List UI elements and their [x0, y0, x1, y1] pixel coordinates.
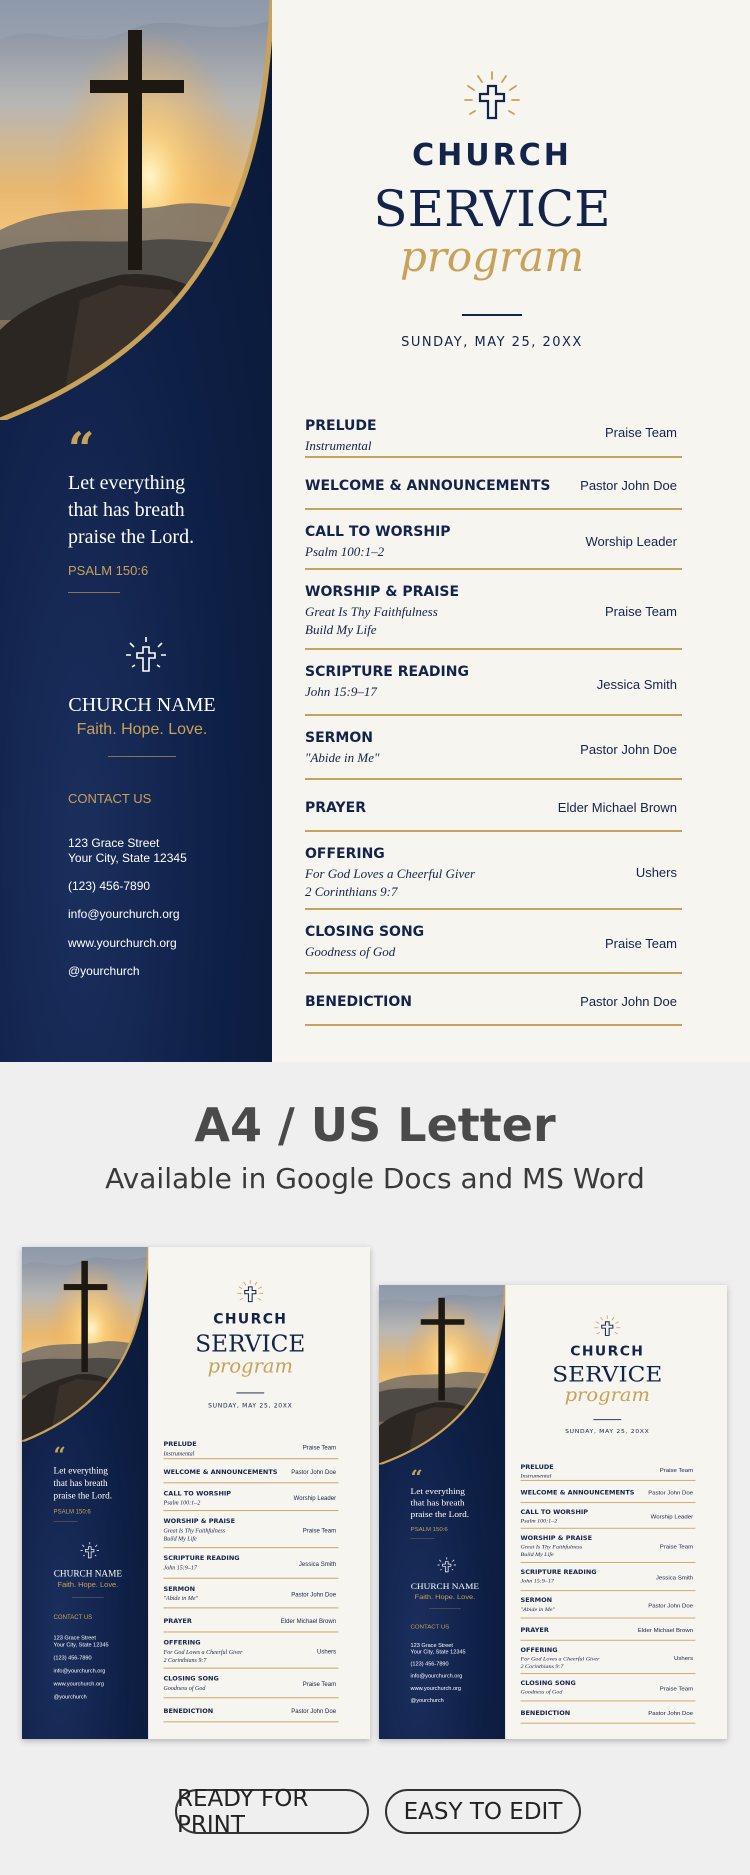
program-item-title: BENEDICTION: [305, 994, 412, 1010]
program-item-detail: Instrumental: [520, 1472, 552, 1479]
program-item-leader: Praise Team: [659, 1685, 694, 1692]
contact-email: info@yourchurch.org: [68, 907, 180, 921]
program-item-detail: Psalm 100:1–2: [520, 1517, 558, 1524]
program-item-leader: Pastor John Doe: [648, 1489, 694, 1496]
program-item-title: WORSHIP & PRAISE: [520, 1534, 593, 1542]
program-item: [521, 1677, 696, 1702]
program-item-divider: [521, 1590, 696, 1591]
format-subline: Available in Google Docs and MS Word: [105, 1162, 645, 1195]
program-item-divider: [521, 1618, 696, 1619]
program-item-leader: Ushers: [635, 865, 677, 880]
program-item-divider: [521, 1502, 696, 1503]
easy-to-edit-badge: EASY TO EDIT: [385, 1789, 581, 1834]
program-item-detail: Goodness of God: [520, 1688, 563, 1695]
program-item-divider: [164, 1458, 339, 1459]
title-divider: [593, 1419, 621, 1420]
program-item-title: OFFERING: [163, 1638, 201, 1647]
program-item-leader: Ushers: [674, 1654, 694, 1662]
thumbnail-content: [22, 1247, 370, 1739]
address-line: 123 Grace Street: [410, 1642, 453, 1649]
church-tagline: Faith. Hope. Love.: [57, 1581, 119, 1589]
church-name: CHURCH NAME: [410, 1581, 480, 1592]
program-item-leader: Elder Michael Brown: [637, 1626, 694, 1634]
program-item-title: WELCOME & ANNOUNCEMENTS: [163, 1468, 278, 1476]
program-item: [164, 1701, 339, 1722]
program-item-divider: [305, 456, 682, 458]
program-item-title: PRAYER: [305, 800, 367, 816]
quote-mark-icon: “: [53, 1442, 66, 1468]
program-item-divider: [305, 1024, 682, 1026]
psalm-reference: PSALM 150:6: [68, 563, 149, 578]
ready-for-print-badge: READY FOR PRINT: [175, 1789, 369, 1834]
program-item-leader: Praise Team: [604, 604, 677, 619]
cross-rays-icon: [80, 1541, 100, 1561]
sidebar: [22, 1247, 148, 1739]
program-item: [521, 1643, 696, 1674]
title-program: program: [564, 1384, 650, 1406]
program-item: [164, 1671, 339, 1698]
contact-phone: (123) 456-7890: [410, 1660, 449, 1667]
quote-line: that has breath: [53, 1478, 108, 1489]
program-item-detail: For God Loves a Cheerful Giver: [305, 866, 476, 881]
service-date: SUNDAY, MAY 25, 20XX: [208, 1402, 293, 1410]
program-item: [305, 980, 682, 1026]
quote-line: that has breath: [410, 1498, 465, 1508]
program-item-detail: For God Loves a Cheerful Giver: [163, 1648, 243, 1656]
preview-thumbnail-a4: [22, 1247, 370, 1739]
program-list: [305, 410, 682, 1010]
cross-rays-icon: [124, 635, 168, 679]
quote-text: [68, 470, 194, 551]
program-list: [163, 1437, 339, 1715]
program-item-leader: Pastor John Doe: [291, 1707, 337, 1715]
program-item-title: CLOSING SONG: [520, 1680, 576, 1687]
program-item-title: PRELUDE: [305, 418, 377, 434]
program-item-detail: Psalm 100:1–2: [305, 544, 385, 559]
program-item-leader: Praise Team: [302, 1680, 337, 1688]
program-item-divider: [521, 1562, 696, 1563]
program-item-leader: Elder Michael Brown: [557, 800, 677, 815]
cross-sunset-photo: [379, 1285, 505, 1465]
program-item-detail: Instrumental: [305, 438, 372, 453]
program-item-title: OFFERING: [305, 846, 385, 862]
program-item: [305, 656, 682, 716]
program-item: [164, 1611, 339, 1632]
program-item-divider: [521, 1673, 696, 1674]
program-item-title: SERMON: [163, 1585, 196, 1593]
program-item-divider: [521, 1640, 696, 1641]
program-item-title: PRELUDE: [163, 1440, 197, 1449]
title-church: CHURCH: [213, 1310, 288, 1328]
contact-email: info@yourchurch.org: [410, 1672, 463, 1679]
program-item-title: SCRIPTURE READING: [520, 1568, 597, 1576]
quote-line: praise the Lord.: [68, 526, 195, 548]
program-item-title: PRELUDE: [520, 1463, 554, 1471]
program-item-title: SCRIPTURE READING: [305, 664, 469, 680]
contact-social: @yourchurch: [410, 1697, 444, 1704]
program-item-title: WORSHIP & PRAISE: [163, 1517, 236, 1525]
format-headline: A4 / US Letter: [194, 1098, 556, 1152]
program-item-title: OFFERING: [520, 1646, 558, 1654]
program-item-leader: Elder Michael Brown: [280, 1617, 337, 1625]
quote-line: that has breath: [68, 499, 185, 521]
program-item-leader: Worship Leader: [585, 534, 677, 549]
program-item-leader: Pastor John Doe: [580, 478, 677, 493]
cross-sunburst-logo-icon: [236, 1279, 264, 1307]
program-item: [305, 464, 682, 510]
program-item: [164, 1462, 339, 1483]
psalm-reference: PSALM 150:6: [410, 1525, 448, 1533]
program-item-detail: Psalm 100:1–2: [163, 1499, 201, 1506]
contact-heading: CONTACT US: [410, 1623, 450, 1630]
program-item-detail: 2 Corinthians 9:7: [520, 1662, 564, 1670]
address-line: Your City, State 12345: [68, 851, 187, 865]
contact-address: [411, 1642, 466, 1655]
program-item-divider: [305, 830, 682, 832]
program-item: [521, 1594, 696, 1619]
program-item-divider: [164, 1482, 339, 1483]
program-item-title: PRAYER: [520, 1626, 549, 1634]
program-item: [305, 786, 682, 832]
program-item-divider: [305, 648, 682, 650]
program-item-detail: Great Is Thy Faithfulness: [305, 604, 438, 619]
church-name: CHURCH NAME: [53, 1568, 123, 1579]
program-item-divider: [305, 908, 682, 910]
program-item-divider: [164, 1510, 339, 1511]
title-service: SERVICE: [195, 1330, 306, 1358]
program-item-leader: Pastor John Doe: [291, 1590, 337, 1598]
program-item-leader: Praise Team: [659, 1466, 694, 1474]
program-item-divider: [164, 1547, 339, 1548]
quote-line: Let everything: [410, 1486, 465, 1497]
cross-sunburst-logo-icon: [462, 70, 522, 130]
program-item-detail: Build My Life: [163, 1535, 197, 1543]
title-service: SERVICE: [373, 180, 611, 238]
contact-phone: (123) 456-7890: [53, 1654, 92, 1661]
program-item: [305, 838, 682, 910]
program-item-leader: Praise Team: [604, 425, 677, 440]
program-item-leader: Worship Leader: [650, 1513, 694, 1520]
program-item-divider: [521, 1528, 696, 1529]
program-item-divider: [305, 778, 682, 780]
program-item-leader: Pastor John Doe: [291, 1468, 337, 1476]
quote-text: [54, 1465, 113, 1503]
program-item: [521, 1621, 696, 1641]
program-item: [164, 1581, 339, 1608]
program-item-leader: Praise Team: [302, 1443, 337, 1451]
address-line: 123 Grace Street: [68, 836, 160, 850]
program-item-title: PRAYER: [163, 1617, 192, 1626]
preview-thumbnail-letter: [379, 1285, 727, 1739]
program-item-title: CALL TO WORSHIP: [520, 1509, 589, 1516]
program-item-detail: Goodness of God: [305, 944, 396, 959]
program-item-title: CALL TO WORSHIP: [163, 1489, 232, 1498]
contact-address: [54, 1634, 109, 1648]
title-service: SERVICE: [552, 1361, 663, 1387]
program-item-detail: Great Is Thy Faithfulness: [520, 1543, 583, 1550]
program-page: [22, 1247, 370, 1739]
cross-sunset-photo: [22, 1247, 148, 1442]
program-item-leader: Jessica Smith: [655, 1574, 694, 1581]
program-item-title: SERMON: [520, 1597, 553, 1604]
title-church: CHURCH: [570, 1343, 645, 1359]
program-item-leader: Ushers: [317, 1647, 337, 1655]
program-item-detail: 2 Corinthians 9:7: [305, 884, 398, 899]
program-item-detail: Build My Life: [520, 1550, 554, 1558]
program-item-detail: 2 Corinthians 9:7: [163, 1656, 207, 1664]
contact-heading: CONTACT US: [53, 1613, 93, 1621]
psalm-reference: PSALM 150:6: [53, 1507, 91, 1515]
program-item-detail: Great Is Thy Faithfulness: [163, 1526, 226, 1534]
program-item-divider: [305, 972, 682, 974]
program-item-divider: [305, 714, 682, 716]
program-item: [305, 576, 682, 650]
program-item-leader: Pastor John Doe: [648, 1602, 694, 1609]
program-item-divider: [164, 1721, 339, 1722]
program-item-leader: Pastor John Doe: [648, 1709, 694, 1717]
program-item-detail: Build My Life: [305, 622, 377, 637]
program-item-divider: [164, 1578, 339, 1579]
program-item-leader: Jessica Smith: [596, 677, 677, 692]
program-item-title: SCRIPTURE READING: [163, 1554, 240, 1563]
title-program: program: [207, 1354, 293, 1378]
program-item-detail: "Abide in Me": [305, 750, 380, 765]
program-item-title: CALL TO WORSHIP: [305, 524, 451, 540]
quote-line: Let everything: [53, 1465, 108, 1476]
cross-sunburst-logo-icon: [593, 1315, 621, 1341]
program-item-leader: Worship Leader: [293, 1494, 337, 1502]
program-item-detail: John 15:9–17: [163, 1563, 197, 1571]
address-line: Your City, State 12345: [53, 1641, 109, 1648]
program-item-divider: [164, 1632, 339, 1633]
program-item: [305, 916, 682, 974]
program-item-divider: [164, 1607, 339, 1608]
contact-website: www.yourchurch.org: [53, 1680, 104, 1688]
title-program: program: [399, 232, 585, 281]
program-item: [521, 1704, 696, 1724]
program-item-detail: John 15:9–17: [520, 1577, 554, 1584]
program-item-title: WORSHIP & PRAISE: [305, 584, 460, 600]
program-item-leader: Praise Team: [659, 1543, 694, 1550]
church-name: CHURCH NAME: [68, 694, 216, 716]
program-item-title: WELCOME & ANNOUNCEMENTS: [520, 1489, 635, 1497]
program-item-divider: [521, 1480, 696, 1481]
program-item: [521, 1565, 696, 1591]
program-item-title: BENEDICTION: [163, 1707, 214, 1715]
contact-email: info@yourchurch.org: [53, 1667, 106, 1674]
program-item-leader: Jessica Smith: [298, 1560, 337, 1568]
title-divider: [236, 1392, 264, 1393]
program-item: [164, 1514, 339, 1548]
program-item: [305, 410, 682, 458]
program-item-divider: [521, 1701, 696, 1702]
contact-heading: CONTACT US: [68, 791, 152, 806]
program-item-title: CLOSING SONG: [163, 1675, 219, 1683]
sidebar: [0, 0, 272, 1062]
contact-website: www.yourchurch.org: [68, 936, 177, 950]
quote-mark-icon: “: [410, 1465, 423, 1489]
contact-address: [68, 836, 187, 866]
quote-mark-icon: “: [68, 422, 95, 476]
program-item: [164, 1437, 339, 1459]
program-item-leader: Praise Team: [604, 936, 677, 951]
contact-phone: (123) 456-7890: [68, 879, 151, 893]
program-item: [521, 1506, 696, 1529]
program-item-detail: John 15:9–17: [305, 684, 377, 699]
program-page: [379, 1285, 727, 1739]
program-item-detail: Goodness of God: [163, 1684, 206, 1692]
program-item: [164, 1635, 339, 1668]
cross-rays-icon: [437, 1556, 457, 1575]
church-tagline: Faith. Hope. Love.: [414, 1593, 476, 1601]
program-item: [164, 1551, 339, 1579]
program-item-detail: Instrumental: [163, 1449, 195, 1457]
quote-line: Let everything: [68, 472, 186, 494]
program-item-divider: [164, 1697, 339, 1698]
divider: [68, 592, 120, 593]
program-item-divider: [305, 568, 682, 570]
quote-line: praise the Lord.: [53, 1490, 113, 1501]
program-item-divider: [164, 1668, 339, 1669]
address-line: Your City, State 12345: [410, 1648, 466, 1655]
program-item-divider: [521, 1723, 696, 1724]
program-item-title: WELCOME & ANNOUNCEMENTS: [305, 478, 551, 494]
sidebar: [379, 1285, 505, 1739]
address-line: 123 Grace Street: [53, 1634, 96, 1641]
program-item: [521, 1531, 696, 1563]
contact-social: @yourchurch: [68, 964, 140, 978]
title-divider: [462, 314, 522, 316]
service-date: SUNDAY, MAY 25, 20XX: [401, 335, 583, 350]
program-item: [521, 1483, 696, 1503]
program-item: [164, 1486, 339, 1511]
program-list: [520, 1460, 696, 1717]
divider: [108, 756, 176, 757]
program-item: [305, 722, 682, 780]
service-date: SUNDAY, MAY 25, 20XX: [565, 1428, 650, 1435]
program-item: [305, 516, 682, 570]
program-item-title: SERMON: [305, 730, 373, 746]
contact-social: @yourchurch: [53, 1693, 87, 1701]
contact-website: www.yourchurch.org: [410, 1685, 461, 1692]
program-item-detail: "Abide in Me": [520, 1605, 556, 1613]
thumbnail-content: [379, 1285, 727, 1739]
program-item-title: BENEDICTION: [520, 1709, 571, 1717]
program-item-detail: "Abide in Me": [163, 1594, 199, 1602]
program-item-leader: Praise Team: [302, 1526, 337, 1534]
church-tagline: Faith. Hope. Love.: [76, 721, 208, 738]
program-item-title: CLOSING SONG: [305, 924, 425, 940]
quote-line: praise the Lord.: [410, 1509, 470, 1520]
quote-text: [411, 1486, 470, 1521]
program-item-detail: For God Loves a Cheerful Giver: [520, 1655, 600, 1662]
title-church: CHURCH: [412, 138, 572, 173]
cross-sunset-photo: [0, 0, 272, 420]
program-item: [521, 1460, 696, 1481]
program-item-divider: [305, 508, 682, 510]
program-item-leader: Pastor John Doe: [580, 994, 677, 1009]
program-item-leader: Pastor John Doe: [580, 742, 677, 757]
